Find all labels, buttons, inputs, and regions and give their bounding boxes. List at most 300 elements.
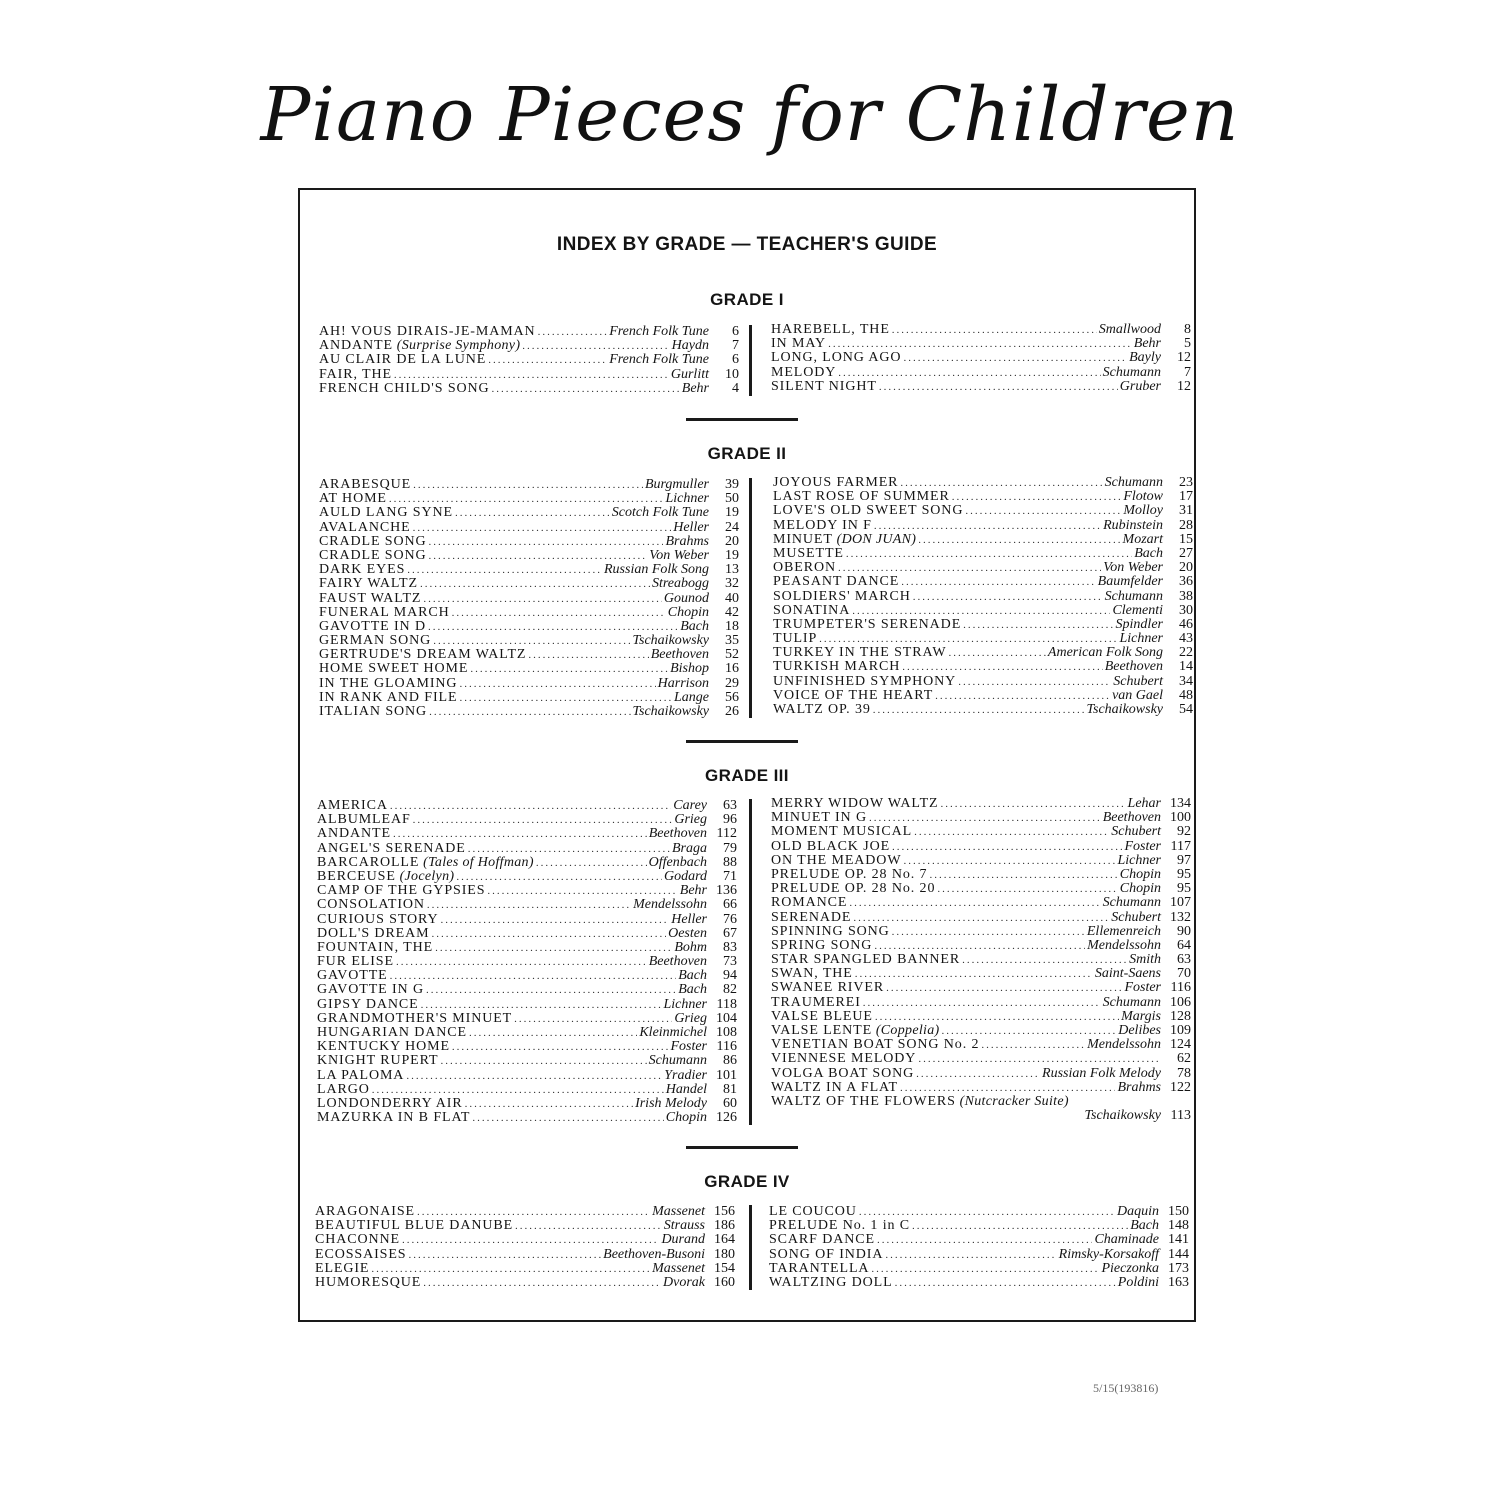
- entry-page: 173: [1168, 1260, 1189, 1276]
- entry-title: SWAN, THE: [771, 966, 853, 982]
- index-entry: [319, 535, 739, 549]
- entry-page: 67: [723, 925, 737, 941]
- index-entry: [317, 969, 737, 983]
- entry-page: 78: [1177, 1065, 1191, 1081]
- dot-leader: [536, 856, 647, 870]
- grade-2-left-column: [319, 478, 739, 719]
- entry-composer: Brahms: [1117, 1079, 1161, 1095]
- section-rule: [686, 1146, 798, 1149]
- entry-title: TURKISH MARCH: [773, 659, 901, 675]
- entry-title: HAREBELL, THE: [771, 322, 890, 337]
- entry-title: HUMORESQUE: [315, 1274, 422, 1290]
- entry-composer: Pieczonka: [1101, 1260, 1159, 1276]
- dot-leader: [941, 797, 1126, 811]
- entry-title: AVALANCHE: [319, 519, 411, 535]
- entry-title: LONDONDERRY AIR: [317, 1095, 463, 1111]
- index-entry: [317, 913, 737, 927]
- index-entry: [771, 351, 1191, 365]
- entry-page: 126: [716, 1110, 737, 1126]
- index-entry: [317, 870, 737, 884]
- entry-composer: Grieg: [674, 812, 707, 828]
- dot-leader: [892, 323, 1097, 337]
- entry-composer: Clementi: [1112, 602, 1163, 618]
- entry-composer: Handel: [665, 1081, 707, 1097]
- dot-leader: [965, 504, 1121, 518]
- entry-title: VOLGA BOAT SONG: [771, 1065, 915, 1081]
- entry-title: ANGEL'S SERENADE: [317, 840, 466, 856]
- entry-title: KNIGHT RUPERT: [317, 1053, 439, 1069]
- index-entry: [317, 799, 737, 813]
- entry-title: GERTRUDE'S DREAM WALTZ: [319, 647, 527, 663]
- dot-leader: [456, 870, 662, 884]
- entry-composer: Mendelssohn: [633, 897, 707, 913]
- dot-leader: [432, 927, 667, 941]
- column-divider: [749, 799, 752, 1125]
- entry-composer: Bach: [678, 968, 707, 984]
- dot-leader: [390, 969, 677, 983]
- index-entry: [319, 648, 739, 662]
- entry-composer: Heller: [673, 519, 709, 535]
- entry-title: MERRY WIDOW WALTZ: [771, 796, 939, 811]
- entry-title: GAVOTTE: [317, 968, 388, 984]
- entry-composer: Grieg: [674, 1010, 707, 1026]
- entry-page: 16: [725, 661, 739, 677]
- entry-page: 76: [723, 911, 737, 927]
- index-entry: [773, 660, 1193, 674]
- entry-composer: Daquin: [1117, 1204, 1159, 1219]
- dot-leader: [892, 840, 1122, 854]
- entry-composer: Offenbach: [648, 854, 707, 870]
- entry-page: 81: [723, 1081, 737, 1097]
- entry-composer: Beethoven: [1104, 659, 1163, 675]
- dot-leader: [914, 825, 1109, 839]
- index-entry: [319, 577, 739, 591]
- entry-composer: Poldini: [1117, 1274, 1159, 1290]
- index-entry: [771, 1109, 1191, 1123]
- dot-leader: [402, 1233, 659, 1247]
- entry-page: 154: [714, 1260, 735, 1276]
- entry-composer: Mozart: [1122, 531, 1163, 547]
- dot-leader: [913, 590, 1103, 604]
- entry-page: 150: [1168, 1204, 1189, 1219]
- entry-title: SERENADE: [771, 909, 852, 925]
- entry-composer: Beethoven: [648, 826, 707, 842]
- entry-composer: Foster: [670, 1039, 707, 1055]
- entry-composer: Tschaikowsky: [632, 633, 709, 649]
- entry-title: SCARF DANCE: [769, 1232, 875, 1248]
- index-entry: [771, 1081, 1191, 1095]
- entry-composer: Margis: [1121, 1008, 1161, 1024]
- entry-page: 43: [1179, 631, 1193, 647]
- entry-subtitle: (Surprise Symphony): [392, 338, 521, 354]
- entry-composer: Chaminade: [1094, 1232, 1159, 1248]
- dot-leader: [423, 1276, 661, 1290]
- dot-leader: [441, 913, 670, 927]
- entry-page: 128: [1170, 1008, 1191, 1024]
- index-entry: [771, 380, 1191, 394]
- entry-title: TRAUMEREI: [771, 994, 861, 1010]
- entry-page: 82: [723, 982, 737, 998]
- entry-page: 90: [1177, 923, 1191, 939]
- dot-leader: [871, 1262, 1099, 1276]
- entry-subtitle: (Nutcracker Suite): [955, 1093, 1069, 1109]
- dot-leader: [819, 632, 1117, 646]
- dot-leader: [929, 868, 1117, 882]
- index-entry: [771, 337, 1191, 351]
- entry-composer: Smallwood: [1098, 322, 1161, 337]
- index-entry: [771, 854, 1191, 868]
- entry-title: GAVOTTE IN G: [317, 982, 424, 998]
- index-entry: [773, 490, 1193, 504]
- index-entry: [771, 996, 1191, 1010]
- entry-composer: Beethoven: [650, 647, 709, 663]
- dot-leader: [948, 646, 1045, 660]
- entry-page: 10: [725, 366, 739, 382]
- entry-composer: Streabogg: [651, 576, 709, 592]
- entry-title: BERCEUSE (Jocelyn): [317, 868, 455, 884]
- dot-leader: [901, 575, 1095, 589]
- entry-page: 4: [732, 380, 739, 396]
- dot-leader: [875, 1010, 1119, 1024]
- entry-composer: Chopin: [1119, 881, 1161, 897]
- index-entry: [769, 1219, 1189, 1233]
- dot-leader: [886, 981, 1122, 995]
- grade-1-right-column: [771, 323, 1191, 394]
- entry-page: 17: [1179, 489, 1193, 505]
- dot-leader: [492, 382, 680, 396]
- index-entry: [771, 1067, 1191, 1081]
- index-entry: [319, 506, 739, 520]
- index-entry: [317, 1111, 737, 1125]
- grade-3-right-column: [771, 797, 1191, 1123]
- dot-leader: [885, 1248, 1056, 1262]
- entry-composer: American Folk Song: [1047, 645, 1163, 661]
- grade-2-right-column: [773, 476, 1193, 717]
- entry-title: SPRING SONG: [771, 937, 873, 953]
- entry-composer: Foster: [1124, 838, 1161, 854]
- entry-composer: Beethoven-Busoni: [603, 1246, 705, 1262]
- dot-leader: [469, 1026, 637, 1040]
- entry-title: PRELUDE OP. 28 No. 20: [771, 881, 936, 897]
- entry-title: ITALIAN SONG: [319, 704, 428, 719]
- entry-composer: Massenet: [652, 1204, 705, 1219]
- entry-page: 95: [1177, 866, 1191, 882]
- entry-title: AULD LANG SYNE: [319, 505, 453, 521]
- index-entry: [317, 983, 737, 997]
- dot-leader: [903, 854, 1115, 868]
- dot-leader: [538, 325, 608, 339]
- dot-leader: [981, 1038, 1085, 1052]
- grade-heading-4: GRADE IV: [704, 1172, 790, 1191]
- entry-composer: Lichner: [665, 491, 709, 507]
- dot-leader: [863, 996, 1101, 1010]
- dot-leader: [406, 1069, 662, 1083]
- entry-page: 56: [725, 689, 739, 705]
- entry-title: ARAGONAISE: [315, 1204, 415, 1219]
- entry-title: CONSOLATION: [317, 897, 425, 913]
- dot-leader: [396, 955, 647, 969]
- entry-composer: Irish Melody: [635, 1095, 707, 1111]
- index-entry: [773, 689, 1193, 703]
- entry-composer: Strauss: [663, 1218, 705, 1234]
- index-entry: [317, 941, 737, 955]
- entry-title: CRADLE SONG: [319, 547, 427, 563]
- entry-page: 20: [1179, 560, 1193, 576]
- entry-title: TURKEY IN THE STRAW: [773, 645, 947, 661]
- entry-composer: Beethoven: [1102, 810, 1161, 826]
- dot-leader: [514, 1012, 672, 1026]
- entry-page: 23: [1179, 475, 1193, 490]
- entry-composer: Godard: [663, 868, 707, 884]
- entry-page: 86: [723, 1053, 737, 1069]
- index-entry: [771, 911, 1191, 925]
- index-entry: [771, 366, 1191, 380]
- dot-leader: [838, 366, 1100, 380]
- index-entry: [773, 632, 1193, 646]
- entry-composer: Schumann: [1102, 895, 1161, 911]
- entry-title: ANDANTE (Surprise Symphony): [319, 338, 521, 354]
- entry-title: AU CLAIR DE LA LUNE: [319, 352, 487, 368]
- dot-leader: [452, 606, 666, 620]
- entry-title: KENTUCKY HOME: [317, 1039, 450, 1055]
- entry-title: AH! VOUS DIRAIS-JE-MAMAN: [319, 324, 536, 339]
- entry-composer: Smith: [1129, 952, 1161, 968]
- dot-leader: [918, 1052, 1159, 1066]
- entry-composer: Chopin: [1119, 866, 1161, 882]
- entry-page: 132: [1170, 909, 1191, 925]
- entry-composer: Molloy: [1123, 503, 1163, 519]
- dot-leader: [452, 1040, 669, 1054]
- dot-leader: [962, 953, 1127, 967]
- entry-page: 63: [723, 798, 737, 813]
- entry-title: GIPSY DANCE: [317, 996, 419, 1012]
- index-entry: [317, 1012, 737, 1026]
- index-entry: [769, 1262, 1189, 1276]
- dot-leader: [912, 1219, 1128, 1233]
- entry-title: VALSE BLEUE: [771, 1008, 873, 1024]
- entry-page: 28: [1179, 517, 1193, 533]
- entry-composer: Beethoven: [648, 954, 707, 970]
- entry-title: FOUNTAIN, THE: [317, 939, 434, 955]
- entry-page: 71: [723, 868, 737, 884]
- entry-composer: Oesten: [668, 925, 707, 941]
- index-entry: [771, 925, 1191, 939]
- dot-leader: [874, 519, 1101, 533]
- entry-title: LONG, LONG AGO: [771, 350, 902, 366]
- entry-title: PEASANT DANCE: [773, 574, 900, 590]
- index-entry: [319, 549, 739, 563]
- entry-composer: Tschaikowsky: [1086, 702, 1163, 717]
- entry-composer: Gurlitt: [670, 366, 709, 382]
- index-entry: [317, 1097, 737, 1111]
- dot-leader: [916, 1067, 1040, 1081]
- entry-title: SOLDIERS' MARCH: [773, 588, 911, 604]
- entry-page: 101: [716, 1067, 737, 1083]
- entry-composer: Mendelssohn: [1087, 937, 1161, 953]
- entry-composer: Braga: [672, 840, 707, 856]
- dot-leader: [937, 882, 1117, 896]
- catalog-code: 5/15(193816): [1093, 1381, 1159, 1395]
- dot-leader: [426, 983, 676, 997]
- entry-page: 109: [1170, 1023, 1191, 1038]
- entry-page: 100: [1170, 810, 1191, 826]
- entry-composer: Gounod: [663, 590, 709, 606]
- entry-composer: Yradier: [664, 1067, 707, 1083]
- entry-composer: Saint-Saens: [1094, 966, 1161, 982]
- entry-title: WALTZING DOLL: [769, 1274, 893, 1290]
- dot-leader: [433, 634, 630, 648]
- dot-leader: [874, 939, 1085, 953]
- entry-subtitle: (Coppelia): [872, 1023, 940, 1038]
- entry-composer: Spindler: [1115, 616, 1163, 632]
- index-entry: [773, 646, 1193, 660]
- entry-composer: Schumann: [1102, 994, 1161, 1010]
- entry-composer: Behr: [679, 883, 707, 899]
- dot-leader: [429, 705, 630, 719]
- entry-title: LE COUCOU: [769, 1204, 857, 1219]
- entry-page: 24: [725, 519, 739, 535]
- entry-page: 38: [1179, 588, 1193, 604]
- entry-composer: Russian Folk Melody: [1042, 1065, 1161, 1081]
- index-entry: [771, 981, 1191, 995]
- dot-leader: [902, 660, 1102, 674]
- entry-composer: Baumfelder: [1097, 574, 1163, 590]
- entry-page: 34: [1179, 673, 1193, 689]
- entry-page: 13: [725, 562, 739, 578]
- entry-title: OLD BLACK JOE: [771, 838, 891, 854]
- index-entry: [319, 368, 739, 382]
- dot-leader: [522, 339, 669, 353]
- entry-page: 35: [725, 633, 739, 649]
- entry-subtitle: (Tales of Hoffman): [419, 854, 534, 870]
- entry-title: MELODY IN F: [773, 517, 872, 533]
- index-entry: [315, 1262, 735, 1276]
- entry-composer: Ellemenreich: [1086, 923, 1161, 939]
- index-box: [298, 188, 1196, 1322]
- entry-title: ON THE MEADOW: [771, 852, 902, 868]
- dot-leader: [958, 675, 1111, 689]
- dot-leader: [390, 799, 671, 813]
- entry-composer: Schumann: [1104, 475, 1163, 490]
- entry-title: VALSE LENTE (Coppelia): [771, 1023, 940, 1038]
- entry-composer: French Folk Tune: [609, 352, 709, 368]
- entry-title: LAST ROSE OF SUMMER: [773, 489, 950, 505]
- entry-title: FAUST WALTZ: [319, 590, 422, 606]
- dot-leader: [394, 368, 669, 382]
- entry-title: SILENT NIGHT: [771, 378, 877, 394]
- entry-composer: Bach: [1134, 545, 1163, 561]
- dot-leader: [459, 691, 672, 705]
- entry-page: 96: [723, 812, 737, 828]
- dot-leader: [465, 1097, 633, 1111]
- entry-composer: Schumann: [648, 1053, 707, 1069]
- entry-composer: Schumann: [1104, 588, 1163, 604]
- entry-page: 63: [1177, 952, 1191, 968]
- entry-composer: Schumann: [1102, 364, 1161, 380]
- index-entry: [773, 575, 1193, 589]
- index-entry: [319, 521, 739, 535]
- dot-leader: [877, 1233, 1092, 1247]
- entry-title: GERMAN SONG: [319, 633, 432, 649]
- entry-composer: Lichner: [1117, 852, 1161, 868]
- entry-page: 54: [1179, 702, 1193, 717]
- index-entry: [317, 1069, 737, 1083]
- dot-leader: [918, 533, 1120, 547]
- entry-composer: Russian Folk Song: [604, 562, 709, 578]
- entry-title: OBERON: [773, 560, 836, 576]
- index-entry: [769, 1276, 1189, 1290]
- entry-page: 92: [1177, 824, 1191, 840]
- grade-heading-3: GRADE III: [705, 766, 789, 785]
- entry-title: FAIR, THE: [319, 366, 392, 382]
- index-entry: [319, 592, 739, 606]
- index-entry: [773, 675, 1193, 689]
- entry-composer: Heller: [671, 911, 707, 927]
- entry-composer: Durand: [661, 1232, 705, 1248]
- entry-title: ARABESQUE: [319, 477, 412, 492]
- entry-composer: Von Weber: [1103, 560, 1163, 576]
- entry-composer: Chopin: [665, 1110, 707, 1126]
- entry-title: UNFINISHED SYMPHONY: [773, 673, 957, 689]
- entry-composer: Behr: [681, 380, 709, 396]
- entry-page: 7: [1184, 364, 1191, 380]
- column-divider: [749, 1205, 752, 1290]
- entry-page: 116: [1170, 980, 1191, 996]
- entry-page: 83: [723, 939, 737, 955]
- entry-page: 164: [714, 1232, 735, 1248]
- entry-title: WALTZ OP. 39: [773, 702, 871, 717]
- entry-composer: Von Weber: [649, 547, 709, 563]
- entry-composer: Bayly: [1129, 350, 1161, 366]
- entry-title: AMERICA: [317, 798, 388, 813]
- entry-composer: Bohm: [674, 939, 707, 955]
- index-entry: [317, 1083, 737, 1097]
- index-entry: [319, 325, 739, 339]
- entry-title: HUNGARIAN DANCE: [317, 1025, 467, 1040]
- entry-title: MOMENT MUSICAL: [771, 824, 913, 840]
- dot-leader: [455, 506, 610, 520]
- grade-heading-2: GRADE II: [707, 444, 787, 463]
- entry-title: GRANDMOTHER'S MINUET: [317, 1010, 513, 1026]
- index-entry: [319, 634, 739, 648]
- index-entry: [317, 813, 737, 827]
- dot-leader: [420, 577, 650, 591]
- entry-page: 180: [714, 1246, 735, 1262]
- index-entry: [773, 476, 1193, 490]
- entry-composer: Schubert: [1111, 909, 1161, 925]
- entry-page: 46: [1179, 616, 1193, 632]
- entry-title: IN MAY: [771, 336, 827, 352]
- dot-leader: [372, 1083, 664, 1097]
- dot-leader: [935, 689, 1110, 703]
- entry-title: FUR ELISE: [317, 954, 394, 970]
- entry-page: 36: [1179, 574, 1193, 590]
- entry-title: VOICE OF THE HEART: [773, 687, 934, 703]
- dot-leader: [413, 478, 643, 492]
- entry-page: 118: [716, 996, 737, 1012]
- entry-composer: Mendelssohn: [1087, 1037, 1161, 1053]
- entry-composer: Bach: [1130, 1218, 1159, 1234]
- dot-leader: [488, 353, 607, 367]
- index-entry: [317, 1040, 737, 1054]
- entry-title: MAZURKA IN B FLAT: [317, 1110, 471, 1126]
- dot-leader: [838, 561, 1101, 575]
- entry-title: ROMANCE: [771, 895, 848, 911]
- entry-page: 122: [1170, 1079, 1191, 1095]
- entry-page: 95: [1177, 881, 1191, 897]
- entry-page: 62: [1177, 1051, 1191, 1067]
- index-entry: [319, 563, 739, 577]
